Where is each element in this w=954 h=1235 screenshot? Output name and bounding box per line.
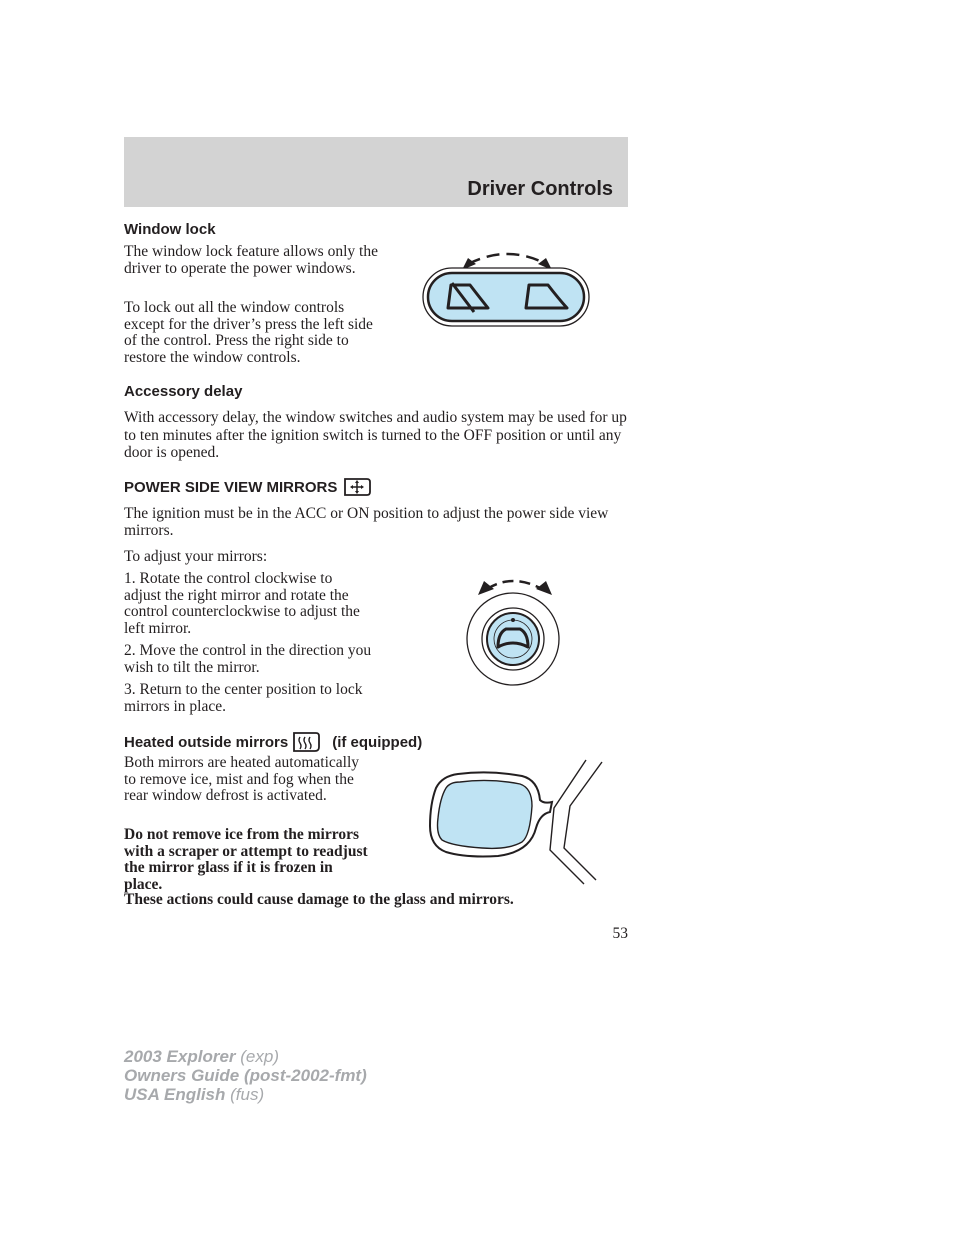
heated-mirrors-heading-suffix: (if equipped) [332,733,423,751]
footer-language-code: (fus) [230,1085,265,1104]
section-title: Driver Controls [467,178,613,200]
footer-model-code: (exp) [240,1047,279,1066]
power-mirrors-step2: 2. Move the control in the direction you wish to tilt the mirror. [124,642,372,676]
accessory-delay-para: With accessory delay, the window switches and audio system may be used for up to ten minutes after the ignition switch is turned to the OFF position or until any door is opened. [124,409,627,461]
footer-line-1 [124,1047,367,1066]
heated-side-mirror-illustration [426,756,608,886]
page-number: 53 [612,925,628,942]
window-lock-para1: The window lock feature allows only the driver to operate the power windows. [124,243,378,277]
heated-mirrors-warning-cont: These actions could cause damage to the glass and mirrors. [124,891,514,908]
window-lock-para2: To lock out all the window controls except for the driver’s press the left side of the control. Press the right side to restore the window controls. [124,299,373,366]
accessory-delay-heading: Accessory delay [124,383,243,400]
heated-mirrors-heading-row [124,731,422,753]
window-lock-switch-illustration [418,246,594,330]
footer-language: USA English [124,1085,226,1104]
footer-line-3 [124,1085,367,1104]
mirror-control-knob-illustration [462,575,566,689]
heated-mirrors-warning: Do not remove ice from the mirrors with a scraper or attempt to readjust the mirror glass if it is frozen in place. [124,826,368,893]
footer-model: 2003 Explorer [124,1047,236,1066]
document-footer [124,1047,367,1104]
power-mirrors-heading-row [124,477,371,497]
heated-mirror-icon [292,731,320,753]
power-mirrors-para2: To adjust your mirrors: [124,548,268,565]
power-mirrors-heading: POWER SIDE VIEW MIRRORS [124,478,338,496]
footer-line-2: Owners Guide (post-2002-fmt) [124,1066,367,1085]
power-mirrors-step3: 3. Return to the center position to lock mirrors in place. [124,681,363,715]
heated-mirrors-para: Both mirrors are heated automatically to remove ice, mist and fog when the rear window defrost is activated. [124,754,359,804]
heated-mirrors-heading: Heated outside mirrors [124,733,289,751]
power-mirror-icon [343,477,371,497]
window-lock-heading: Window lock [124,221,216,238]
power-mirrors-step1: 1. Rotate the control clockwise to adjust the right mirror and rotate the control counterclockwise to adjust the left mirror. [124,570,360,637]
section-header [124,137,628,207]
power-mirrors-para1: The ignition must be in the ACC or ON position to adjust the power side view mirrors. [124,505,609,539]
